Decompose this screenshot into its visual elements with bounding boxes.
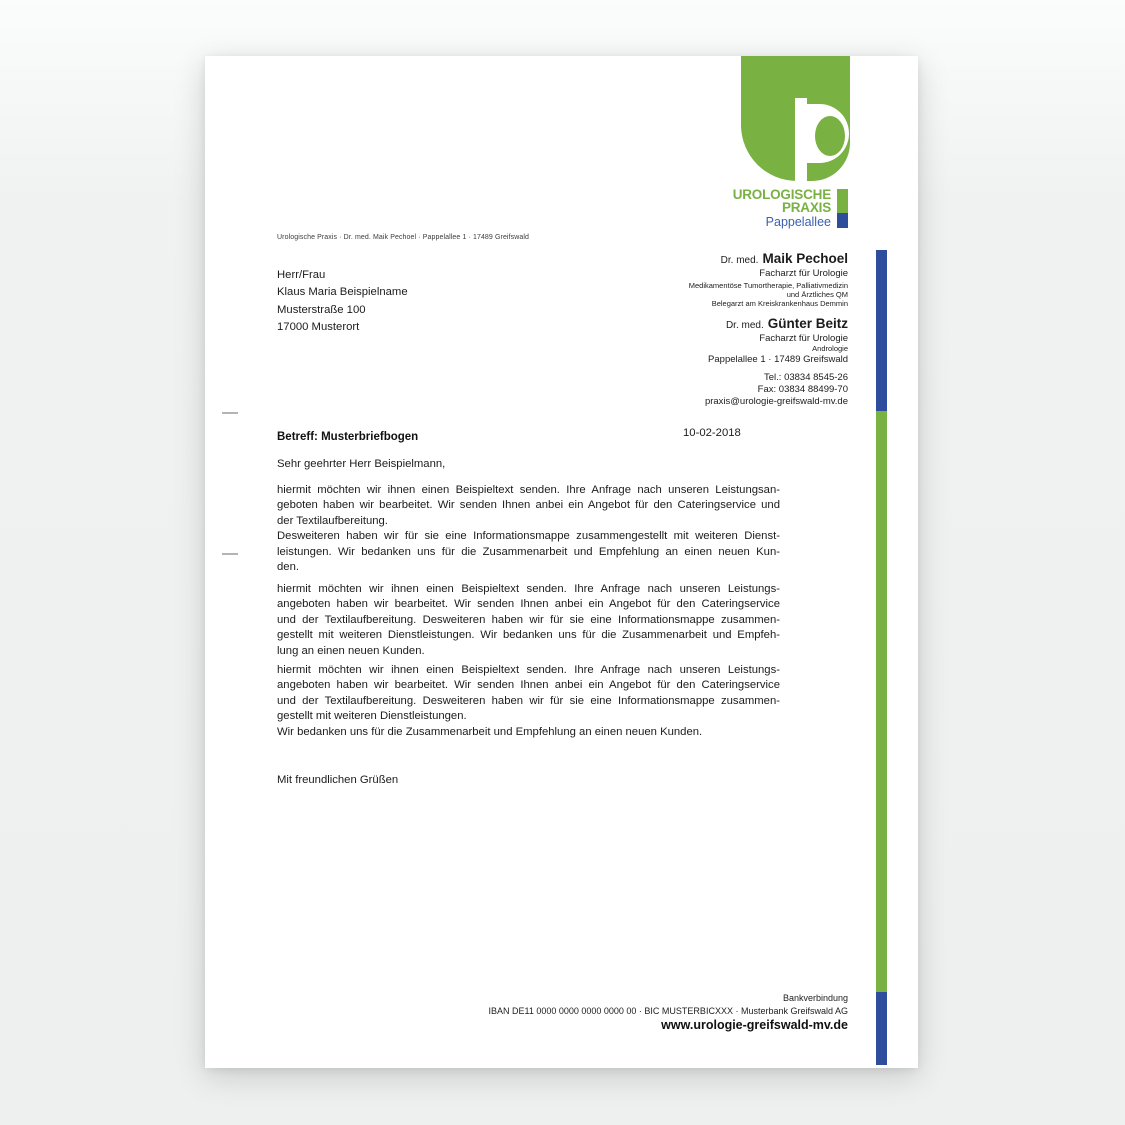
- brand-line-praxis: PRAXIS: [781, 200, 831, 215]
- bank-label: Bankverbindung: [782, 993, 848, 1003]
- salutation-line: Sehr geehrter Herr Beispielmann,: [277, 458, 446, 470]
- practice-address: Pappelallee 1 · 17489 Greifswald: [708, 354, 848, 365]
- footer-block: [488, 992, 848, 1033]
- doctor2-name-text: Günter Beitz: [767, 316, 848, 331]
- doctor2-detail: Andrologie: [812, 344, 848, 353]
- brand-line-urologische: UROLOGISCHE: [732, 187, 831, 202]
- body-line: und der Textilaufbereitung. Desweiteren haben wir für sie eine Informationsmappe zusammen-: [277, 613, 780, 626]
- brand-block: [733, 188, 848, 229]
- fold-mark: [222, 553, 238, 555]
- body-paragraph-1: [277, 483, 780, 576]
- body-line: leistungen. Wir bedanken uns für die Zusammenarbeit und Empfehlung an einen neuen Kun-: [277, 545, 780, 558]
- body-line: angeboten haben wir bearbeitet. Wir senden Ihnen anbei ein Angebot für den Cateringservice: [277, 679, 780, 692]
- subject-row: [277, 427, 780, 445]
- body-line: hiermit möchten wir ihnen einen Beispieltext senden. Ihre Anfrage nach unseren Leistungs-: [277, 583, 780, 595]
- sender-return-address: Urologische Praxis · Dr. med. Maik Pechoel · Pappelallee 1 · 17489 Greifswald: [277, 234, 530, 241]
- body-line: geboten haben wir bearbeitet. Wir senden Ihnen anbei ein Angebot für den Cateringservice und: [277, 499, 780, 512]
- practice-logo: [741, 56, 850, 181]
- brand-text: [733, 188, 831, 229]
- phone-number: Tel.: 03834 8545-26: [764, 372, 848, 383]
- brand-line-pappelallee: Pappelallee: [765, 215, 831, 229]
- body-line: angeboten haben wir bearbeitet. Wir senden Ihnen anbei ein Angebot für den Cateringservice: [277, 598, 780, 611]
- recipient-salutation-line: Herr/Frau: [277, 269, 326, 281]
- body-paragraph-3: [277, 663, 780, 740]
- body-line: Wir bedanken uns für die Zusammenarbeit und Empfehlung an einen neuen Kunden.: [277, 725, 703, 738]
- doctor1-title: Facharzt für Urologie: [759, 268, 848, 279]
- recipient-street-line: Musterstraße 100: [277, 303, 366, 316]
- fax-number: Fax: 03834 88499-70: [757, 384, 848, 395]
- doctor2-prefix: Dr. med.: [725, 320, 764, 331]
- body-line: hiermit möchten wir ihnen einen Beispieltext senden. Ihre Anfrage nach unseren Leistungs-: [277, 664, 780, 676]
- recipient-city-line: 17000 Musterort: [277, 321, 360, 334]
- email-address: praxis@urologie-greifswald-mv.de: [704, 396, 848, 407]
- letter-date: 10-02-2018: [683, 427, 741, 439]
- body-line: hiermit möchten wir ihnen einen Beispieltext senden. Ihre Anfrage nach unseren Leistungsan-: [277, 484, 780, 496]
- brand-bar-blue-segment: [837, 213, 848, 228]
- accent-bar-blue-bottom: [876, 992, 887, 1065]
- body-line: Desweiteren haben wir für sie eine Informationsmappe zusammengestellt mit weiteren Dienst-: [277, 530, 780, 543]
- logo-p-icon: [795, 98, 807, 181]
- closing-line: Mit freundlichen Grüßen: [277, 774, 399, 786]
- body-line: gestellt mit weiteren Dienstleistungen. Wir bedanken uns für die Zusammenarbeit und Empfeh-: [277, 629, 780, 642]
- brand-bar-green-segment: [837, 189, 848, 213]
- doctor1-name-text: Maik Pechoel: [762, 251, 848, 266]
- brand-bar-icon: [837, 189, 848, 228]
- accent-bar: [876, 250, 887, 1065]
- body-paragraph-2: [277, 582, 780, 659]
- website-url: www.urologie-greifswald-mv.de: [661, 1018, 848, 1032]
- body-line: lung an einen neuen Kunden.: [277, 644, 425, 657]
- body-line: gestellt mit weiteren Dienstleistungen.: [277, 710, 467, 723]
- doctor2-title: Facharzt für Urologie: [759, 333, 848, 344]
- doctor1-name: [528, 252, 848, 268]
- doctor1-detail: Medikamentöse Tumortherapie, Palliativmedizin: [688, 281, 848, 290]
- letter-page: [205, 56, 918, 1068]
- bank-details: IBAN DE11 0000 0000 0000 0000 00 · BIC MUSTERBICXXX · Musterbank Greifswald AG: [488, 1005, 848, 1016]
- accent-bar-blue-top: [876, 250, 887, 411]
- doctor2-name: [528, 317, 848, 333]
- body-line: und der Textilaufbereitung. Desweiteren haben wir für sie eine Informationsmappe zusammen-: [277, 694, 780, 707]
- recipient-address-block: [277, 267, 408, 337]
- body-line: der Textilaufbereitung.: [277, 514, 388, 527]
- accent-bar-green-middle: [876, 411, 887, 992]
- contact-block: [528, 252, 848, 408]
- doctor1-detail: und Ärztliches QM: [786, 290, 848, 299]
- doctor1-prefix: Dr. med.: [720, 255, 759, 266]
- doctor1-detail: Belegarzt am Kreiskrankenhaus Demmin: [711, 299, 848, 308]
- subject-line: Betreff: Musterbriefbogen: [277, 431, 419, 443]
- logo-p-counter-icon: [815, 116, 845, 156]
- body-line: den.: [277, 561, 299, 574]
- recipient-name-line: Klaus Maria Beispielname: [277, 286, 408, 299]
- fold-mark: [222, 412, 238, 414]
